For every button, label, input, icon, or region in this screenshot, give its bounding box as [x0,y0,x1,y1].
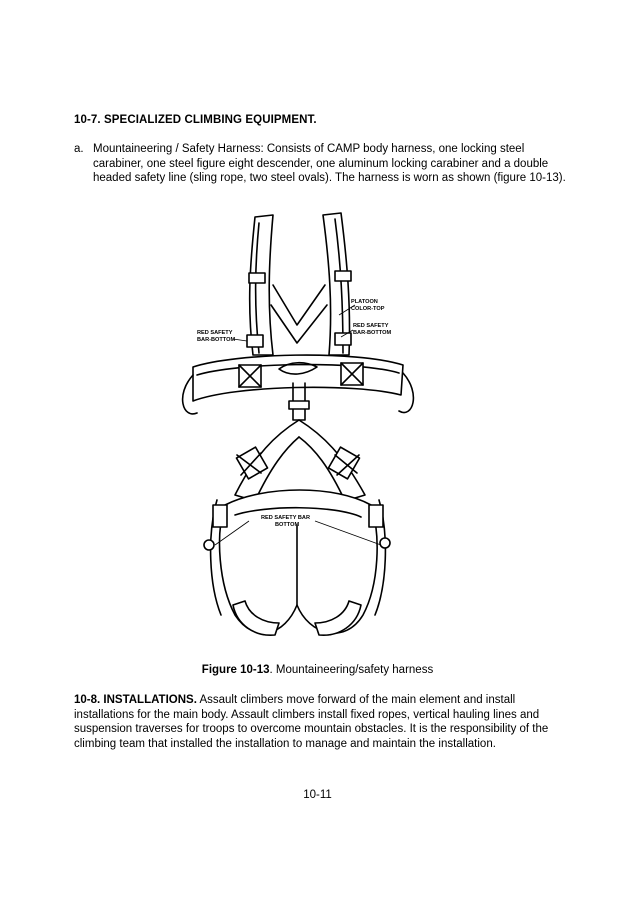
harness-illustration [175,205,465,660]
paragraph-a-marker: a. [74,143,84,155]
label-platoon-line2: COLOR-TOP [351,306,385,312]
caption-text: . Mountaineering/safety harness [269,664,434,676]
label-red-right-line1: RED SAFETY [353,323,389,329]
paragraph-b-text: Assault climbers move forward of the main element and install installations for the main body. Assault climbers install fixed ropes, vertical hauling lines and suspension traverses for troops to overcome mountain obstacles. It is the responsibility of the climbing team that installed the installation to manage and maintain the installation. [74,694,549,750]
label-red-left-line2: BAR-BOTTOM [197,337,236,343]
label-red-right-line2: BAR-BOTTOM [353,330,392,336]
figure-harness [175,205,465,660]
paragraph-a-text: Mountaineering / Safety Harness: Consists of CAMP body harness, one locking steel carabiner, one steel figure eight descender, one aluminum locking carabiner and a double headed safety line (sling rope, two steel ovals). The harness is worn as shown (figure 10-13). [93,143,566,185]
section-heading: 10-7. SPECIALIZED CLIMBING EQUIPMENT. [74,114,317,126]
caption-number: Figure 10-13 [201,664,270,676]
page-number: 10-11 [303,789,332,801]
label-platoon-line1: PLATOON [351,299,378,305]
label-red-center-line2: BOTTOM [275,522,300,528]
paragraph-b [74,693,564,751]
label-red-center-line1: RED SAFETY BAR [261,515,311,521]
figure-caption [0,664,635,676]
paragraph-b-lead: 10-8. INSTALLATIONS. [74,694,197,706]
paragraph-a [74,142,574,186]
label-red-left-line1: RED SAFETY [197,330,233,336]
